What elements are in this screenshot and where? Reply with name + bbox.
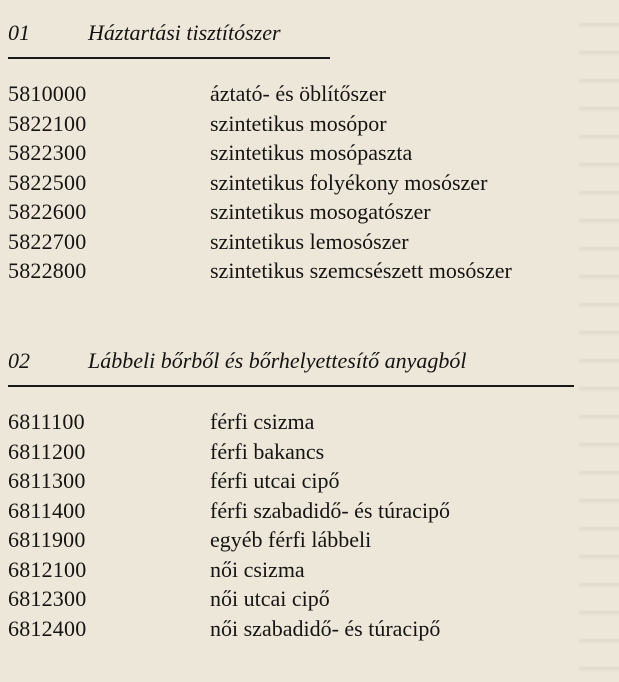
list-item <box>8 227 613 257</box>
section-title: Lábbeli bőrből és bőrhelyettesítő anyagból <box>88 348 467 373</box>
list-item <box>8 496 613 526</box>
item-label: férfi csizma <box>210 409 315 434</box>
item-label: férfi bakancs <box>210 438 325 464</box>
item-code: 6812100 <box>8 556 87 582</box>
section-number: 02 <box>8 348 30 373</box>
item-code: 5822500 <box>8 169 87 195</box>
item-label: női utcai cipő <box>210 586 330 611</box>
list-item <box>8 407 613 437</box>
list-item <box>8 138 613 168</box>
item-code: 6811100 <box>8 409 85 434</box>
list-item <box>8 168 613 198</box>
item-code: 6812300 <box>8 586 87 611</box>
list-item <box>8 466 613 496</box>
item-label: női csizma <box>210 556 305 582</box>
section-heading <box>8 346 613 376</box>
item-label: szintetikus mosópaszta <box>210 140 413 165</box>
item-code: 5822100 <box>8 110 87 136</box>
item-code: 5822700 <box>8 228 87 254</box>
item-label: férfi utcai cipő <box>210 468 340 493</box>
list-item <box>8 555 613 585</box>
item-label: szintetikus mosópor <box>210 110 387 136</box>
section-number: 01 <box>8 20 30 45</box>
item-code: 6811200 <box>8 438 86 464</box>
list-item <box>8 525 613 555</box>
item-label: szintetikus szemcsészett mosószer <box>210 258 512 283</box>
list-item <box>8 437 613 467</box>
item-label: egyéb férfi lábbeli <box>210 527 372 552</box>
item-code: 5822600 <box>8 199 87 224</box>
item-label: szintetikus mosogatószer <box>210 199 431 224</box>
section-title: Háztartási tisztítószer <box>88 20 281 45</box>
item-label: férfi szabadidő- és túracipő <box>210 497 451 523</box>
item-label: szintetikus lemosószer <box>210 228 409 254</box>
list-item <box>8 584 613 614</box>
item-code: 5822800 <box>8 258 87 283</box>
code-list <box>8 407 613 643</box>
item-code: 6811400 <box>8 497 86 523</box>
list-item <box>8 197 613 227</box>
item-label: áztató- és öblítőszer <box>210 81 386 106</box>
item-code: 6811300 <box>8 468 86 493</box>
item-code: 5810000 <box>8 81 87 106</box>
item-code: 5822300 <box>8 140 87 165</box>
section-underline <box>8 57 330 59</box>
item-code: 6811900 <box>8 527 86 552</box>
section-underline <box>8 385 574 387</box>
section-footwear <box>8 346 613 643</box>
code-list <box>8 79 613 286</box>
item-label: szintetikus folyékony mosószer <box>210 169 488 195</box>
section-heading <box>8 18 613 48</box>
section-household-cleaners <box>8 18 613 286</box>
list-item <box>8 109 613 139</box>
list-item <box>8 79 613 109</box>
list-item <box>8 256 613 286</box>
list-item <box>8 614 613 644</box>
item-code: 6812400 <box>8 615 87 641</box>
item-label: női szabadidő- és túracipő <box>210 615 441 641</box>
